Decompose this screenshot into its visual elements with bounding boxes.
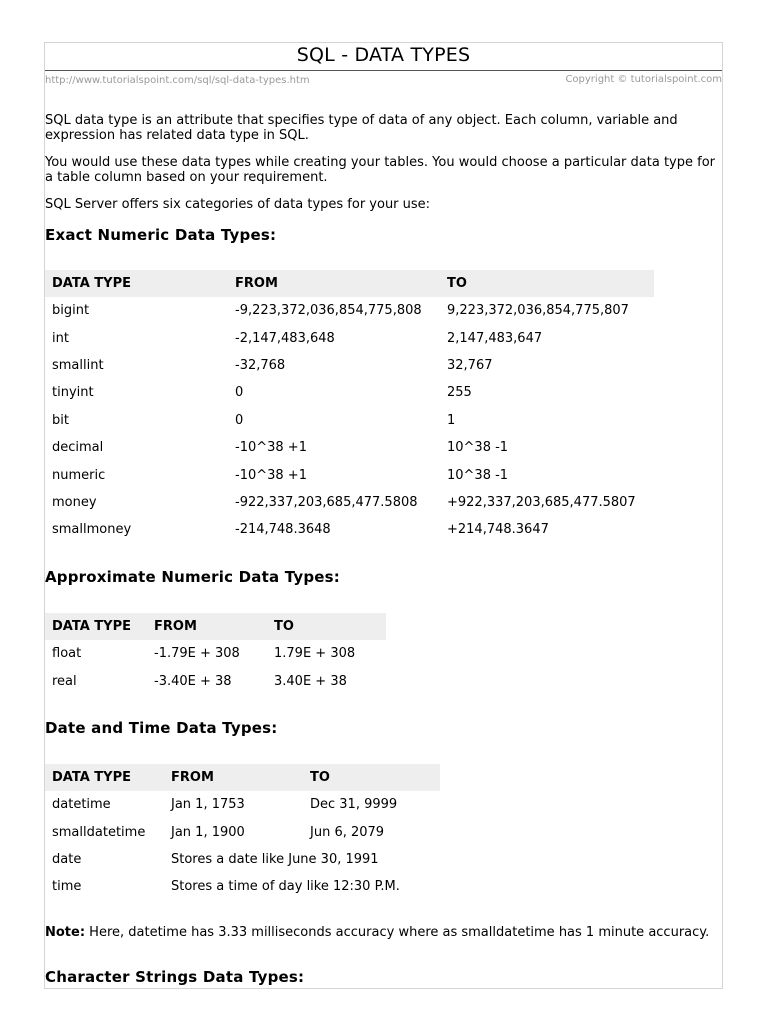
approx-numeric-heading: Approximate Numeric Data Types: xyxy=(45,568,340,586)
table-cell: 10^38 -1 xyxy=(447,440,509,456)
table-cell: 0 xyxy=(235,385,244,401)
table-cell: -1.79E + 308 xyxy=(154,646,240,662)
column-header: TO xyxy=(267,613,386,640)
document-page xyxy=(44,42,723,989)
table-row xyxy=(45,434,654,461)
table-header-row xyxy=(45,764,440,791)
date-time-table xyxy=(45,764,440,901)
table-cell: 9,223,372,036,854,775,807 xyxy=(447,303,629,319)
table-cell: smallint xyxy=(52,357,104,373)
column-header: FROM xyxy=(147,613,267,640)
table-cell: -32,768 xyxy=(235,357,286,373)
table-cell: bit xyxy=(52,412,69,428)
intro-paragraph-2: You would use these data types while creating your tables. You would choose a particular data type for a table column based on your requirement. xyxy=(45,155,715,185)
table-header-row xyxy=(45,270,654,297)
table-cell: Dec 31, 9999 xyxy=(310,797,398,813)
table-cell: Jun 6, 2079 xyxy=(310,824,385,840)
table-cell: float xyxy=(52,646,82,662)
exact-numeric-heading: Exact Numeric Data Types: xyxy=(45,226,277,244)
column-header: TO xyxy=(303,764,440,791)
table-cell: -3.40E + 38 xyxy=(154,673,232,689)
table-row xyxy=(45,489,654,516)
table-cell: -2,147,483,648 xyxy=(235,330,335,346)
approx-numeric-table xyxy=(45,613,386,695)
table-cell: 1.79E + 308 xyxy=(274,646,356,662)
table-cell: -9,223,372,036,854,775,808 xyxy=(235,303,422,319)
column-header: DATA TYPE xyxy=(45,613,147,640)
table-header-row xyxy=(45,613,386,640)
column-header: DATA TYPE xyxy=(45,270,228,297)
table-row xyxy=(45,297,654,324)
column-header: TO xyxy=(440,270,654,297)
table-cell: -10^38 +1 xyxy=(235,467,307,483)
copyright-text: Copyright © tutorialspoint.com xyxy=(565,74,722,85)
table-cell: 0 xyxy=(235,412,244,428)
note-paragraph xyxy=(45,926,715,941)
table-row xyxy=(45,352,654,379)
table-cell: Stores a date like June 30, 1991 xyxy=(171,851,379,867)
table-row xyxy=(45,846,440,873)
table-cell: -10^38 +1 xyxy=(235,440,307,456)
table-cell: -922,337,203,685,477.5808 xyxy=(235,494,418,510)
table-cell: smallmoney xyxy=(52,522,132,538)
table-cell: 32,767 xyxy=(447,357,493,373)
table-cell: 255 xyxy=(447,385,472,401)
page-title: SQL - DATA TYPES xyxy=(296,44,471,66)
table-cell: tinyint xyxy=(52,385,94,401)
column-header: FROM xyxy=(164,764,303,791)
table-cell: bigint xyxy=(52,303,90,319)
table-cell: -214,748.3648 xyxy=(235,522,331,538)
table-cell: smalldatetime xyxy=(52,824,146,840)
table-cell: Jan 1, 1900 xyxy=(171,824,245,840)
intro-paragraph-1: SQL data type is an attribute that specifies type of data of any object. Each column, variable and expression has related data type in SQL. xyxy=(45,113,678,143)
table-row xyxy=(45,324,654,351)
exact-numeric-table xyxy=(45,270,654,544)
table-cell: +922,337,203,685,477.5807 xyxy=(447,494,636,510)
table-cell: Stores a time of day like 12:30 P.M. xyxy=(171,879,400,895)
table-cell: 1 xyxy=(447,412,456,428)
table-row xyxy=(45,791,440,818)
source-url[interactable]: http://www.tutorialspoint.com/sql/sql-data-types.htm xyxy=(45,75,310,86)
table-row xyxy=(45,640,386,667)
table-cell: date xyxy=(52,851,82,867)
table-cell: int xyxy=(52,330,69,346)
character-strings-heading: Character Strings Data Types: xyxy=(45,968,305,986)
table-row xyxy=(45,818,440,845)
table-cell: 2,147,483,647 xyxy=(447,330,543,346)
table-row xyxy=(45,516,654,543)
note-label: Note: xyxy=(45,925,86,940)
table-row xyxy=(45,873,440,900)
table-cell: time xyxy=(52,879,82,895)
note-text: Here, datetime has 3.33 milliseconds accuracy where as smalldatetime has 1 minute accuracy. xyxy=(85,925,710,940)
table-cell: money xyxy=(52,494,97,510)
table-row xyxy=(45,461,654,488)
table-cell: +214,748.3647 xyxy=(447,522,549,538)
intro-paragraph-3: SQL Server offers six categories of data types for your use: xyxy=(45,197,431,212)
table-cell: real xyxy=(52,673,77,689)
table-row xyxy=(45,407,654,434)
table-cell: datetime xyxy=(52,797,111,813)
table-cell: numeric xyxy=(52,467,106,483)
table-cell: Jan 1, 1753 xyxy=(171,797,245,813)
table-row xyxy=(45,379,654,406)
column-header: DATA TYPE xyxy=(45,764,164,791)
table-cell: 10^38 -1 xyxy=(447,467,509,483)
title-divider xyxy=(45,70,722,71)
date-time-heading: Date and Time Data Types: xyxy=(45,719,278,737)
table-row xyxy=(45,667,386,694)
table-cell: decimal xyxy=(52,440,104,456)
table-cell: 3.40E + 38 xyxy=(274,673,347,689)
column-header: FROM xyxy=(228,270,440,297)
